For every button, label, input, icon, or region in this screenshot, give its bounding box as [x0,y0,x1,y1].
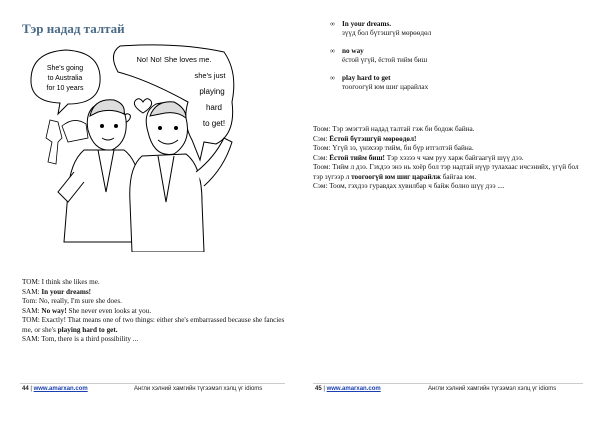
dialog-line: Тоом: Тийм л дээ. Гэхдээ энэ нь хоёр бол тэр надтай нүүр тулахаас ичсэнийх, үгүй бол тэр зүгээр л тоогоогүй юм шиг царайлж байгаа юм. [313,163,579,181]
dialog-line: Сэм: Ёстой тийм биш! Тэр хэзээ ч чам руу харж байгаагүй шүү дээ. [313,153,524,162]
footer-rule [20,383,285,384]
idiom-item: ∞ In your dreams. зүүд бол бүтэшгүй мөрөөдөл [330,20,432,37]
cartoon-illustration [28,42,238,252]
bubble2-line1: No! No! She loves me. [136,55,212,64]
bubble2-line5: to get! [202,119,226,128]
bubble1-line1: She's going [46,65,84,72]
speech-bubble-left [31,50,100,114]
dialog-line: SAM: Tom, there is a third possibility ... [22,335,139,343]
bubble1-line2: to Australia [47,75,83,82]
footer-right-page: 45 | www.amarxan.com [315,386,381,392]
dialog-mongolian [313,125,588,192]
dialog-line: TOM: Exactly! That means one of two things: either she's embarrassed because she fancies me, or she's playing hard to get. [22,316,285,334]
dialog-line: Сэм: Тоом, гэхдээ гуравдах хувилбар ч байж болно шүү дээ .... [313,182,505,190]
infinity-bullet-icon: ∞ [330,47,335,55]
bubble2-line2: she's just [194,71,226,80]
footer-rule [313,383,583,384]
dialog-line: Тоом: Үгүй ээ, үнэхээр тийм, би бүр итгэлтэй байна. [313,144,474,152]
dialog-line: Тоом: Тэр эмэгтэй надад талтай гэж би бодож байна. [313,125,475,133]
page-number: 44 [22,386,29,392]
page-title: Тэр надад талтай [22,21,125,36]
dialog-english [22,278,292,345]
bubble2-line3: playing [199,87,225,96]
footer-book-title: Англи хэлний хамгийн түгээмэл хэлц үг idioms [428,386,557,392]
infinity-bullet-icon: ∞ [330,20,335,28]
idiom-item: ∞ no way ёстой үгүй, ёстой тийм биш [330,47,428,64]
site-link[interactable]: www.amarxan.com [326,386,381,392]
infinity-bullet-icon: ∞ [330,74,335,82]
dialog-line: TOM: I think she likes me. [22,278,100,286]
dialog-line: SAM: No way! She never even looks at you. [22,306,152,315]
page-number: 45 [315,386,322,392]
dialog-line: SAM: In your dreams! [22,287,92,296]
bubble2-line4: hard [205,103,223,112]
footer-left: 44 | www.amarxan.com [22,386,88,392]
idiom-item: ∞ play hard to get тоогоогүй юм шиг царайлах [330,74,429,91]
site-link[interactable]: www.amarxan.com [33,386,88,392]
footer-book-title: Англи хэлний хамгийн түгээмэл хэлц үг idioms [134,386,263,392]
idiom-list [330,20,570,101]
bubble1-line3: for 10 years [46,85,84,92]
dialog-line: Tom: No, really, I'm sure she does. [22,297,122,305]
dialog-line: Сэм: Ёстой бүтэшгүй мөрөөдөл! [313,134,417,143]
